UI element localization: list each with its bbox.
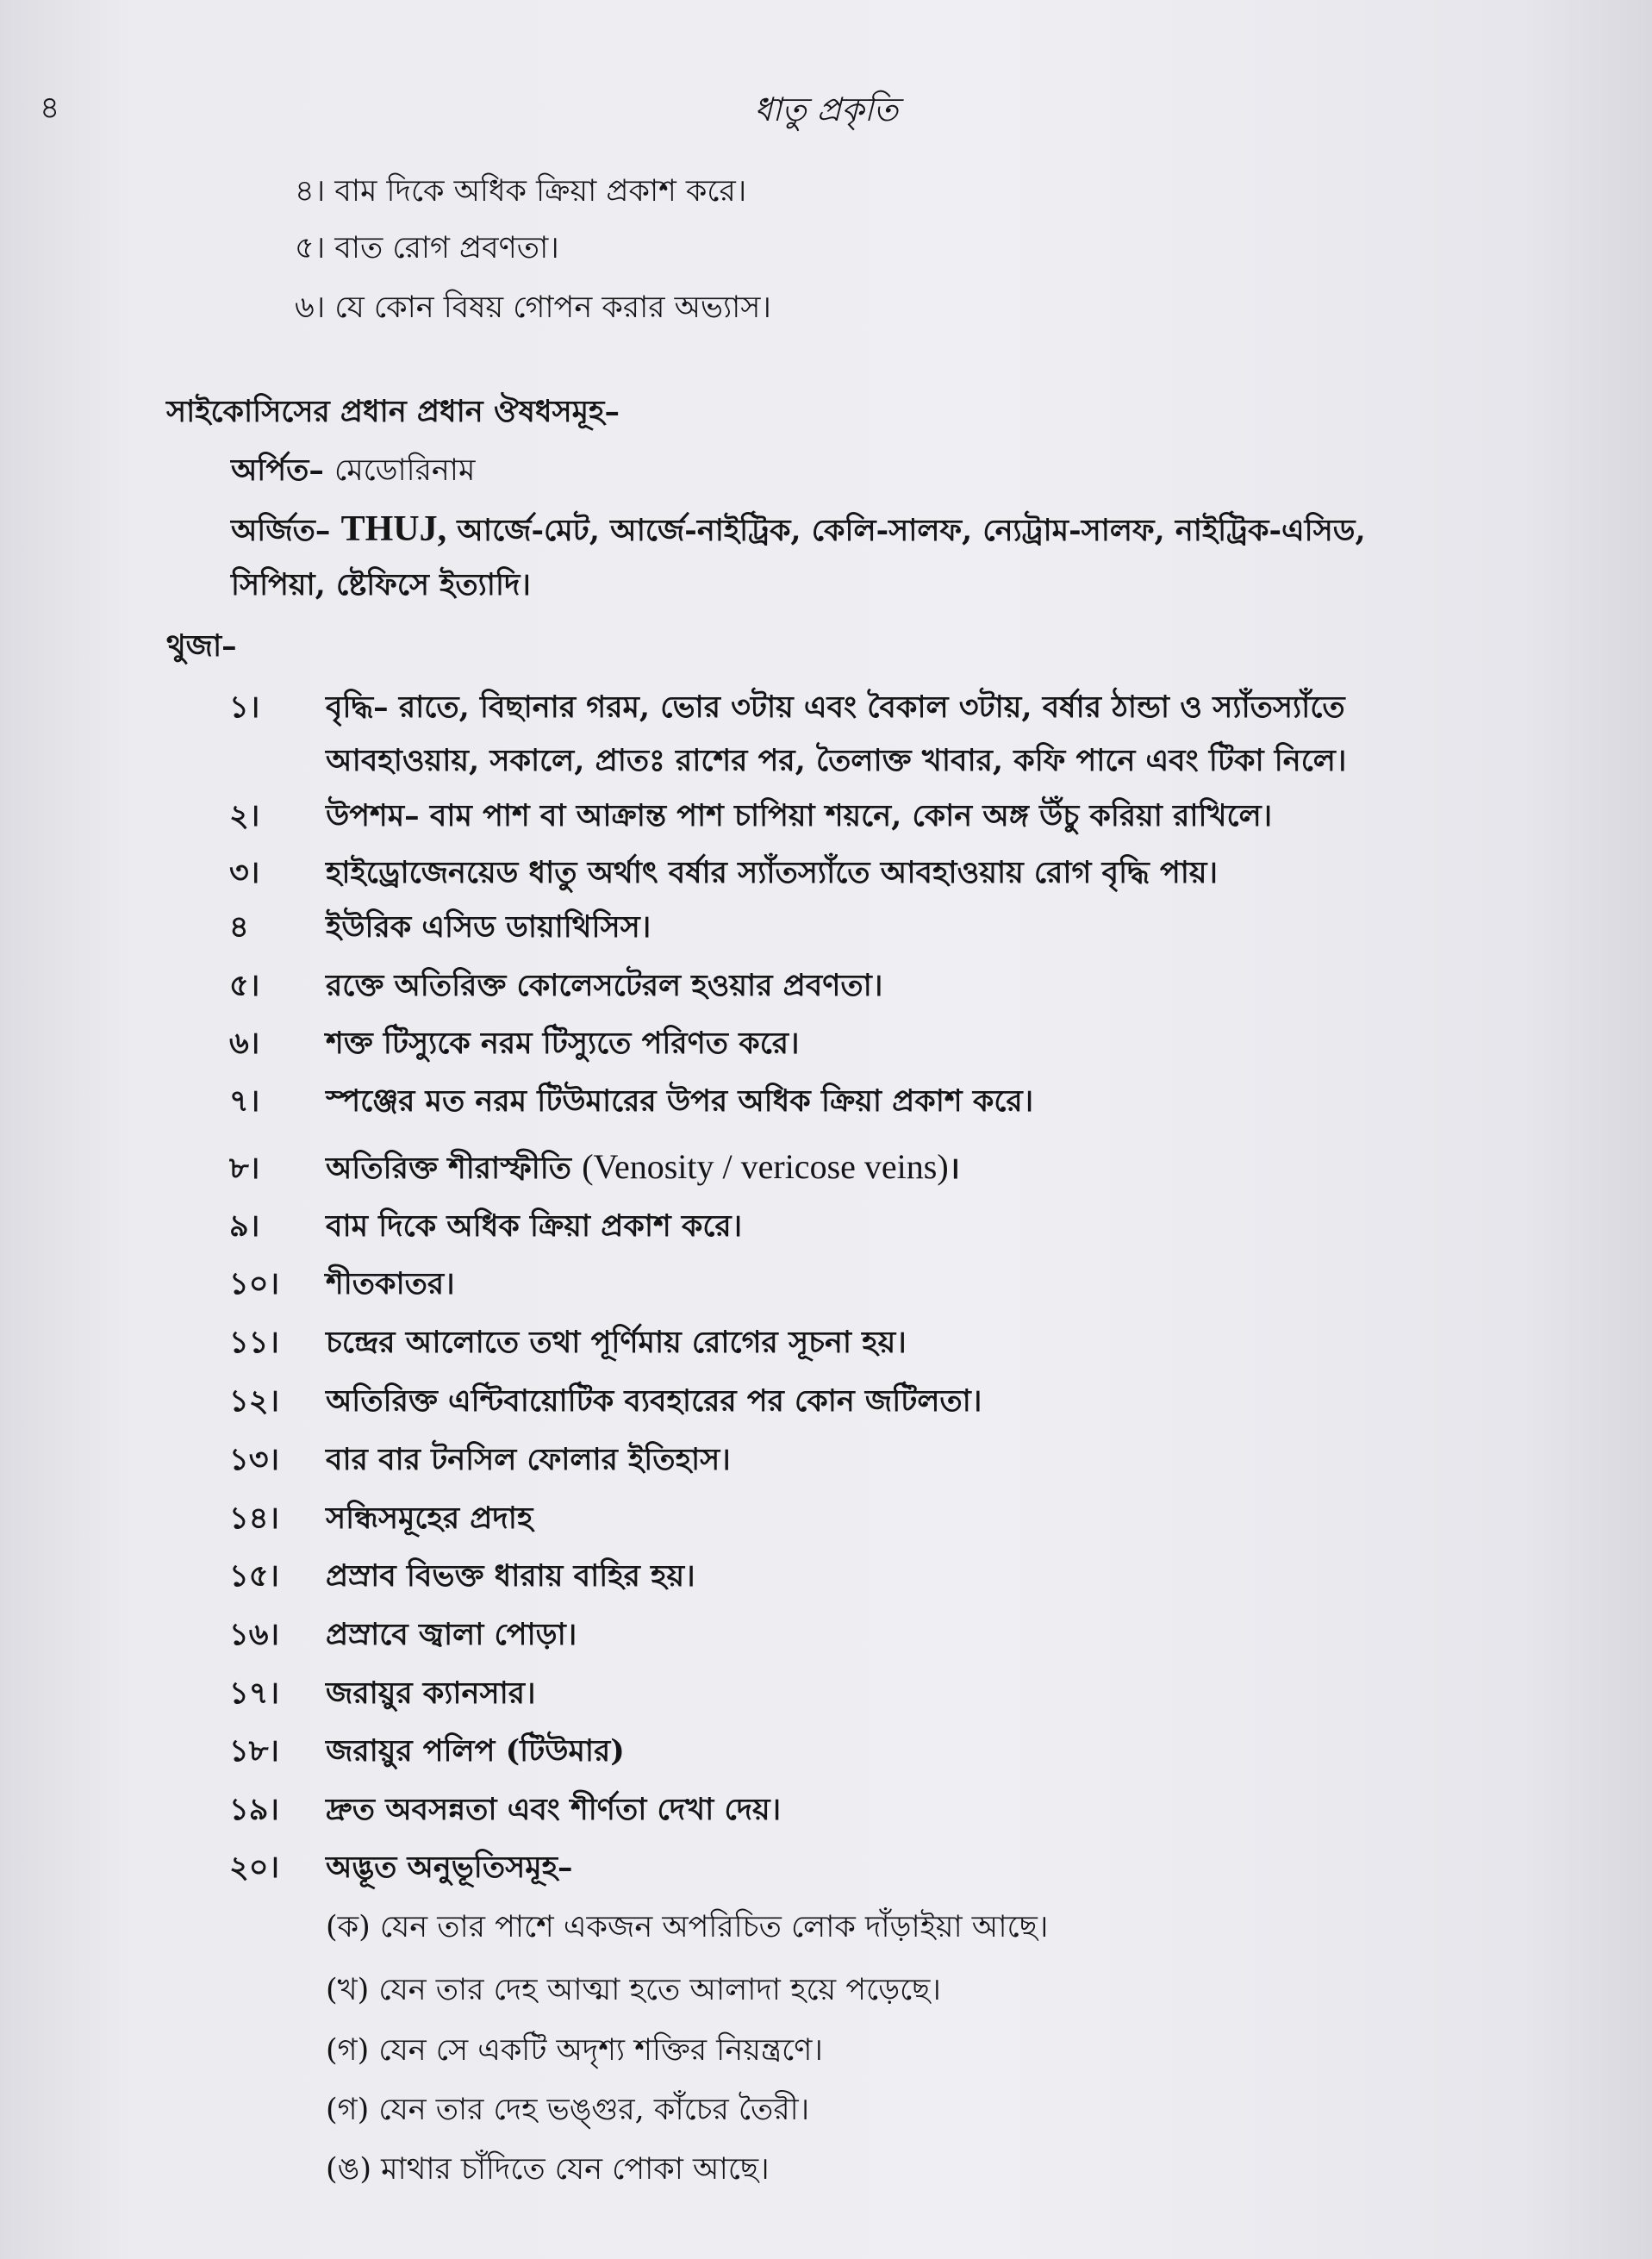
acquired-line-2: সিপিয়া, ষ্টেফিসে ইত্যাদি। — [231, 567, 531, 602]
thuja-item — [229, 1439, 731, 1481]
thuja-item — [229, 1673, 536, 1714]
thuja-item — [229, 1614, 577, 1656]
thuja-item — [229, 687, 1345, 728]
thuja-item — [229, 1023, 800, 1064]
thuja-item — [229, 1789, 781, 1831]
thuja-item — [229, 796, 1272, 837]
acquired-text: আর্জে-মেট, আর্জে-নাইট্রিক, কেলি-সালফ, ন্যেট্রাম-সালফ, নাইট্রিক-এসিড, — [457, 513, 1366, 548]
acquired-line — [231, 509, 1366, 552]
item-number: ১৫। — [229, 1558, 279, 1594]
thuja-item — [229, 1081, 1033, 1122]
item-number: ১। — [229, 690, 260, 725]
item-number: ৭। — [229, 1083, 260, 1119]
item-number: ১০। — [229, 1266, 279, 1301]
sensation-item: (ঙ) মাথার চাঁদিতে যেন পোকা আছে। — [326, 2152, 770, 2187]
item-text: ইউরিক এসিড ডায়াথিসিস। — [326, 909, 651, 945]
item-number: ৩। — [229, 855, 260, 890]
item-number: ১৩। — [229, 1442, 279, 1477]
item-number: ১৮। — [229, 1733, 279, 1769]
thuja-item-continued: আবহাওয়ায়, সকালে, প্রাতঃ রাশের পর, তৈলাক্ত খাবার, কফি পানে এবং টিকা নিলে। — [326, 743, 1347, 778]
item-number: ২। — [229, 798, 260, 833]
intro-item: ৫। বাত রোগ প্রবণতা। — [295, 231, 559, 265]
item-latin-term: (Venosity / vericose veins) — [582, 1147, 949, 1186]
item-text: প্রস্রাবে জ্বালা পোড়া। — [326, 1617, 577, 1652]
acquired-label: অর্জিত– — [231, 513, 331, 548]
inherited-line — [231, 450, 475, 491]
item-text: দ্রুত অবসন্নতা এবং শীর্ণতা দেখা দেয়। — [326, 1792, 782, 1827]
sensation-item: (খ) যেন তার দেহ আত্মা হতে আলাদা হয়ে পড়েছে। — [326, 1973, 941, 2007]
item-number: ১৪। — [229, 1501, 279, 1536]
page-number: ৪ — [40, 90, 60, 126]
item-number: ৫। — [229, 968, 260, 1003]
thuja-item — [229, 965, 882, 1007]
item-text: সন্ধিসমূহের প্রদাহ — [326, 1501, 533, 1536]
item-text: বৃদ্ধি– রাতে, বিছানার গরম, ভোর ৩টায় এবং বৈকাল ৩টায়, বর্ষার ঠান্ডা ও স্যাঁতস্যাঁতে — [326, 690, 1345, 725]
thuja-item — [229, 1264, 455, 1305]
item-text: অতিরিক্ত শীরাস্ফীতি — [326, 1151, 571, 1186]
item-text: অদ্ভূত অনুভূতিসমূহ– — [326, 1850, 573, 1885]
item-number: ২০। — [229, 1850, 280, 1885]
thuja-item — [229, 1146, 960, 1189]
item-text: প্রস্রাব বিভক্ত ধারায় বাহির হয়। — [326, 1558, 695, 1594]
item-text: হাইড্রোজেনয়েড ধাতু অর্থাৎ বর্ষার স্যাঁতস্যাঁতে আবহাওয়ায় রোগ বৃদ্ধি পায়। — [326, 855, 1219, 890]
item-number: ৬। — [229, 1026, 260, 1061]
item-text-end: । — [948, 1151, 960, 1186]
inherited-text: মেডোরিনাম — [334, 453, 476, 488]
item-text: স্পঞ্জের মত নরম টিউমারের উপর অধিক ক্রিয়া প্রকাশ করে। — [326, 1083, 1034, 1119]
remedies-heading: সাইকোসিসের প্রধান প্রধান ঔষধসমূহ– — [166, 394, 620, 429]
item-text: জরায়ুর ক্যানসার। — [326, 1676, 536, 1711]
item-text: জরায়ুর পলিপ (টিউমার) — [326, 1733, 625, 1769]
thuja-item — [229, 1731, 625, 1772]
acquired-lead: THUJ, — [340, 509, 447, 549]
thuja-heading: থুজা– — [166, 628, 237, 664]
inherited-label: অর্পিত– — [231, 452, 324, 488]
thuja-item — [229, 1381, 982, 1422]
thuja-item — [229, 1498, 533, 1539]
thuja-item — [229, 1847, 573, 1888]
item-text: চন্দ্রের আলোতে তথা পূর্ণিমায় রোগের সূচনা হয়। — [326, 1325, 907, 1360]
item-text: রক্তে অতিরিক্ত কোলেসটেরল হওয়ার প্রবণতা। — [326, 968, 883, 1003]
thuja-item — [229, 1206, 742, 1247]
sensation-item: (গ) যেন সে একটি অদৃশ্য শক্তির নিয়ন্ত্রণে। — [326, 2033, 823, 2068]
intro-item: ৪। বাম দিকে অধিক ক্রিয়া প্রকাশ করে। — [295, 174, 747, 209]
intro-item: ৬। যে কোন বিষয় গোপন করার অভ্যাস। — [295, 290, 771, 325]
item-number: ৯। — [229, 1208, 260, 1244]
item-number: ৮। — [229, 1151, 260, 1186]
item-text: শীতকাতর। — [326, 1266, 455, 1301]
sensation-item: (গ) যেন তার দেহ ভঙ্গুর, কাঁচের তৈরী। — [326, 2093, 810, 2127]
item-text: বাম দিকে অধিক ক্রিয়া প্রকাশ করে। — [326, 1208, 743, 1244]
item-number: ১৭। — [229, 1676, 279, 1711]
item-text: শক্ত টিস্যুকে নরম টিস্যুতে পরিণত করে। — [326, 1026, 800, 1061]
item-number: ১১। — [229, 1325, 279, 1360]
item-text: বার বার টনসিল ফোলার ইতিহাস। — [326, 1442, 731, 1477]
item-text: অতিরিক্ত এন্টিবায়োটিক ব্যবহারের পর কোন জটিলতা। — [326, 1383, 982, 1419]
item-number: ১৬। — [229, 1617, 279, 1652]
item-number: ৪ — [229, 909, 249, 945]
item-text: উপশম– বাম পাশ বা আক্রান্ত পাশ চাপিয়া শয়নে, কোন অঙ্গ উঁচু করিয়া রাখিলে। — [326, 798, 1273, 833]
thuja-item — [229, 1322, 907, 1364]
thuja-item — [229, 852, 1218, 894]
sensation-item: (ক) যেন তার পাশে একজন অপরিচিত লোক দাঁড়াইয়া আছে। — [326, 1910, 1049, 1944]
thuja-item — [229, 1556, 695, 1597]
item-number: ১৯। — [229, 1792, 279, 1827]
running-header: ধাতু প্রকৃতি — [753, 90, 899, 128]
thuja-item — [229, 907, 651, 948]
item-number: ১২। — [229, 1383, 279, 1419]
